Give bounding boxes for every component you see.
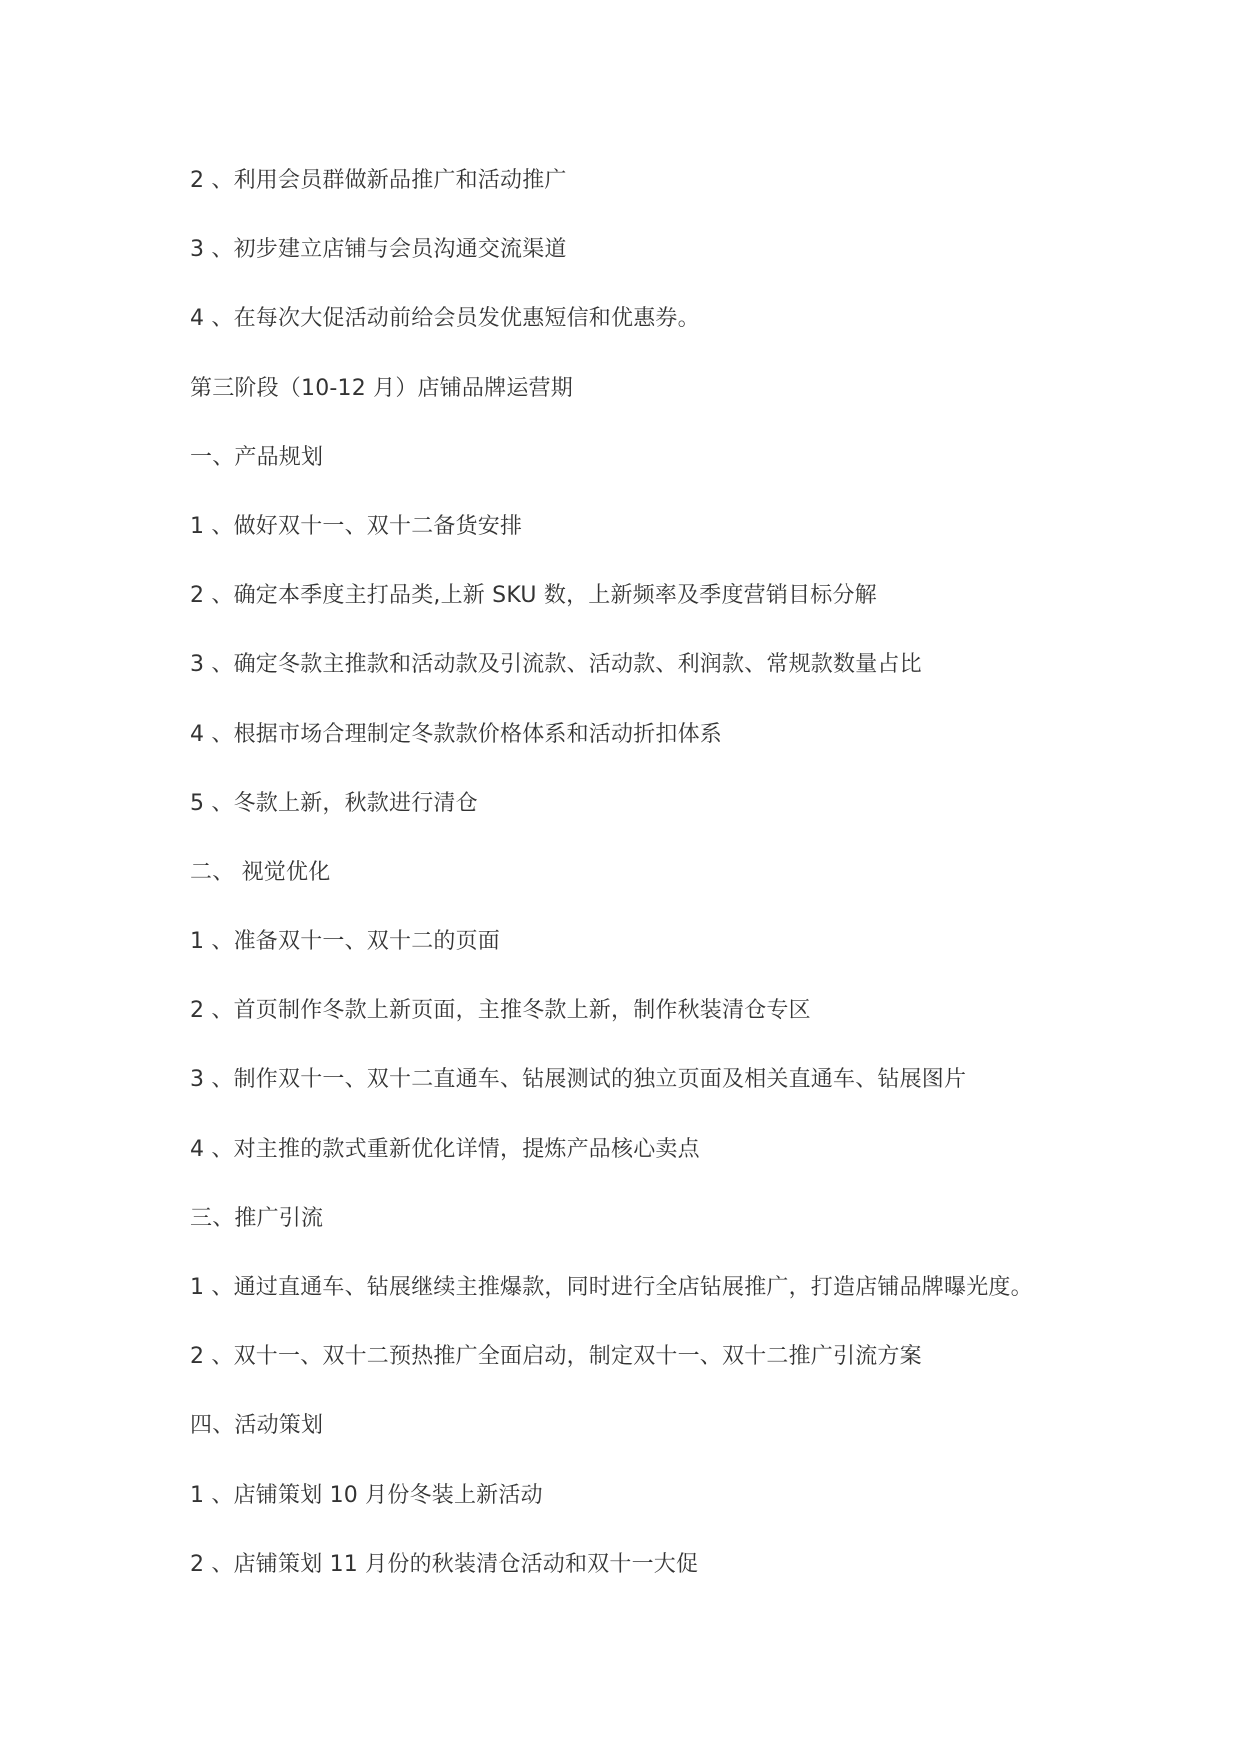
list-item: 2 、利用会员群做新品推广和活动推广 — [190, 168, 567, 193]
list-item: 4 、在每次大促活动前给会员发优惠短信和优惠券。 — [190, 306, 700, 332]
subsection-heading: 一、产品规划 — [190, 444, 324, 470]
list-item: 1 、店铺策划 10 月份冬装上新活动 — [190, 1482, 543, 1508]
list-item: 4 、对主推的款式重新优化详情，提炼产品核心卖点 — [190, 1136, 700, 1162]
list-item: 5 、冬款上新，秋款进行清仓 — [190, 790, 478, 816]
list-item: 2 、首页制作冬款上新页面，主推冬款上新，制作秋装清仓专区 — [190, 998, 811, 1024]
document-body — [190, 163, 1190, 1616]
section-heading: 第三阶段（10-12 月）店铺品牌运营期 — [190, 375, 573, 401]
list-item: 2 、双十一、双十二预热推广全面启动，制定双十一、双十二推广引流方案 — [190, 1344, 922, 1370]
list-item: 2 、店铺策划 11 月份的秋装清仓活动和双十一大促 — [190, 1551, 699, 1577]
list-item: 2 、确定本季度主打品类,上新 SKU 数，上新频率及季度营销目标分解 — [190, 583, 877, 609]
list-item: 1 、做好双十一、双十二备货安排 — [190, 513, 523, 539]
list-item: 3 、确定冬款主推款和活动款及引流款、活动款、利润款、常规款数量占比 — [190, 652, 922, 678]
subsection-heading: 三、推广引流 — [190, 1205, 324, 1231]
list-item: 4 、根据市场合理制定冬款款价格体系和活动折扣体系 — [190, 721, 722, 747]
list-item: 3 、制作双十一、双十二直通车、钻展测试的独立页面及相关直通车、钻展图片 — [190, 1067, 967, 1093]
list-item: 1 、通过直通车、钻展继续主推爆款，同时进行全店钻展推广，打造店铺品牌曝光度。 — [190, 1275, 1033, 1300]
list-item: 3 、初步建立店铺与会员沟通交流渠道 — [190, 237, 567, 263]
subsection-heading: 二、 视觉优化 — [190, 859, 331, 885]
subsection-heading: 四、活动策划 — [190, 1413, 324, 1439]
list-item: 1 、准备双十一、双十二的页面 — [190, 929, 500, 955]
